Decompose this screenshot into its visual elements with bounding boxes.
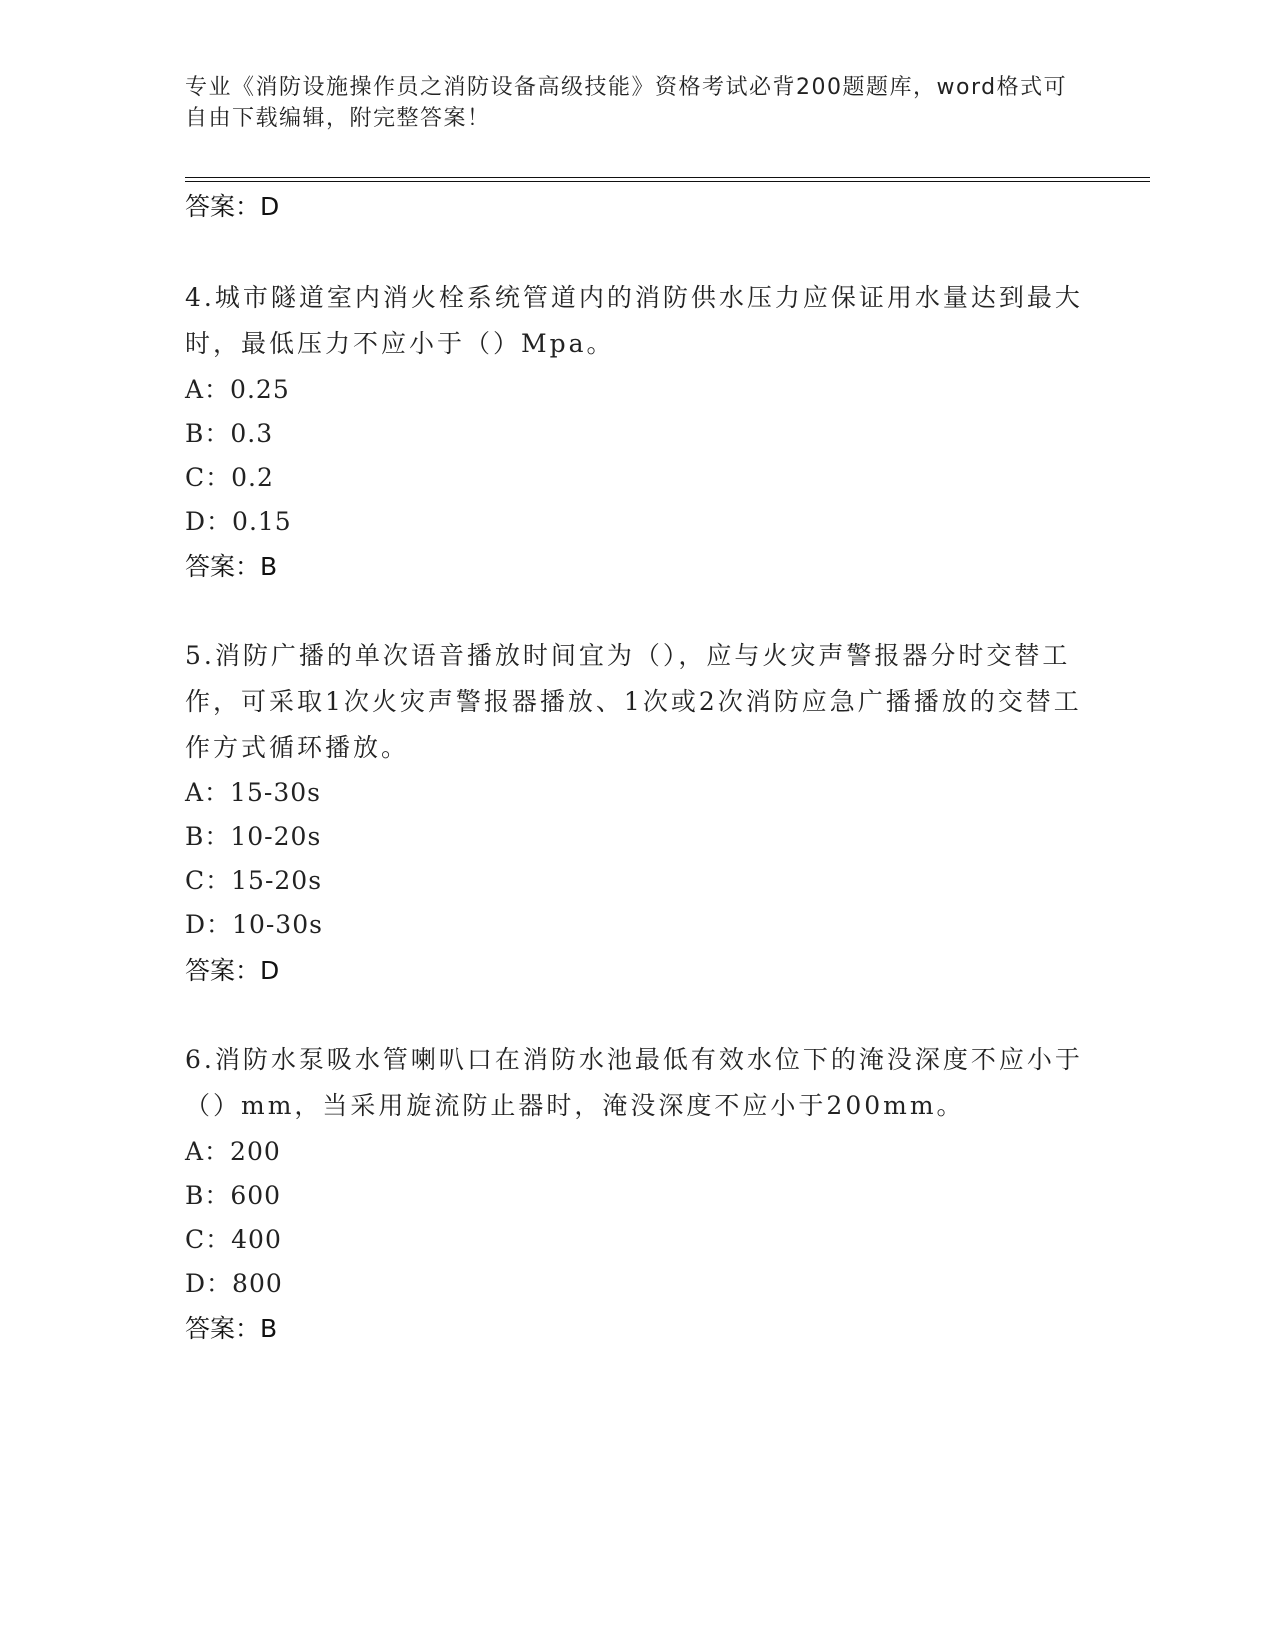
question-6-option-c: C：400	[185, 1225, 282, 1254]
header-divider-top	[185, 177, 1150, 178]
question-5-option-b: B：10-20s	[185, 822, 322, 851]
question-4: 4.城市隧道室内消火栓系统管道内的消防供水压力应保证用水量达到最大时，最低压力不应小于（）Mpa。	[185, 283, 1083, 358]
question-5-option-a: A：15-30s	[185, 778, 321, 807]
question-5-option-d: D：10-30s	[185, 910, 323, 939]
question-4-option-b: B：0.3	[185, 419, 274, 448]
question-4-option-a: A：0.25	[185, 375, 290, 404]
header-divider-bottom	[185, 181, 1150, 182]
document-header: 专业《消防设施操作员之消防设备高级技能》资格考试必背200题题库，word格式可自由下载编辑，附完整答案！	[185, 75, 1068, 131]
question-6-answer: 答案：B	[185, 1314, 278, 1343]
question-4-option-d: D：0.15	[185, 507, 292, 536]
question-6-option-d: D：800	[185, 1269, 283, 1298]
question-6: 6.消防水泵吸水管喇叭口在消防水池最低有效水位下的淹没深度不应小于（）mm，当采用旋流防止器时，淹没深度不应小于200mm。	[185, 1045, 1083, 1120]
question-6-option-b: B：600	[185, 1181, 282, 1210]
question-4-option-c: C：0.2	[185, 463, 274, 492]
question-5-option-c: C：15-20s	[185, 866, 323, 895]
question-5: 5.消防广播的单次语音播放时间宜为（），应与火灾声警报器分时交替工作，可采取1次火灾声警报器播放、1次或2次消防应急广播播放的交替工作方式循环播放。	[185, 641, 1082, 762]
question-5-answer: 答案：D	[185, 956, 280, 985]
previous-answer: 答案：D	[185, 192, 280, 221]
question-6-option-a: A：200	[185, 1137, 281, 1166]
question-4-answer: 答案：B	[185, 552, 278, 581]
